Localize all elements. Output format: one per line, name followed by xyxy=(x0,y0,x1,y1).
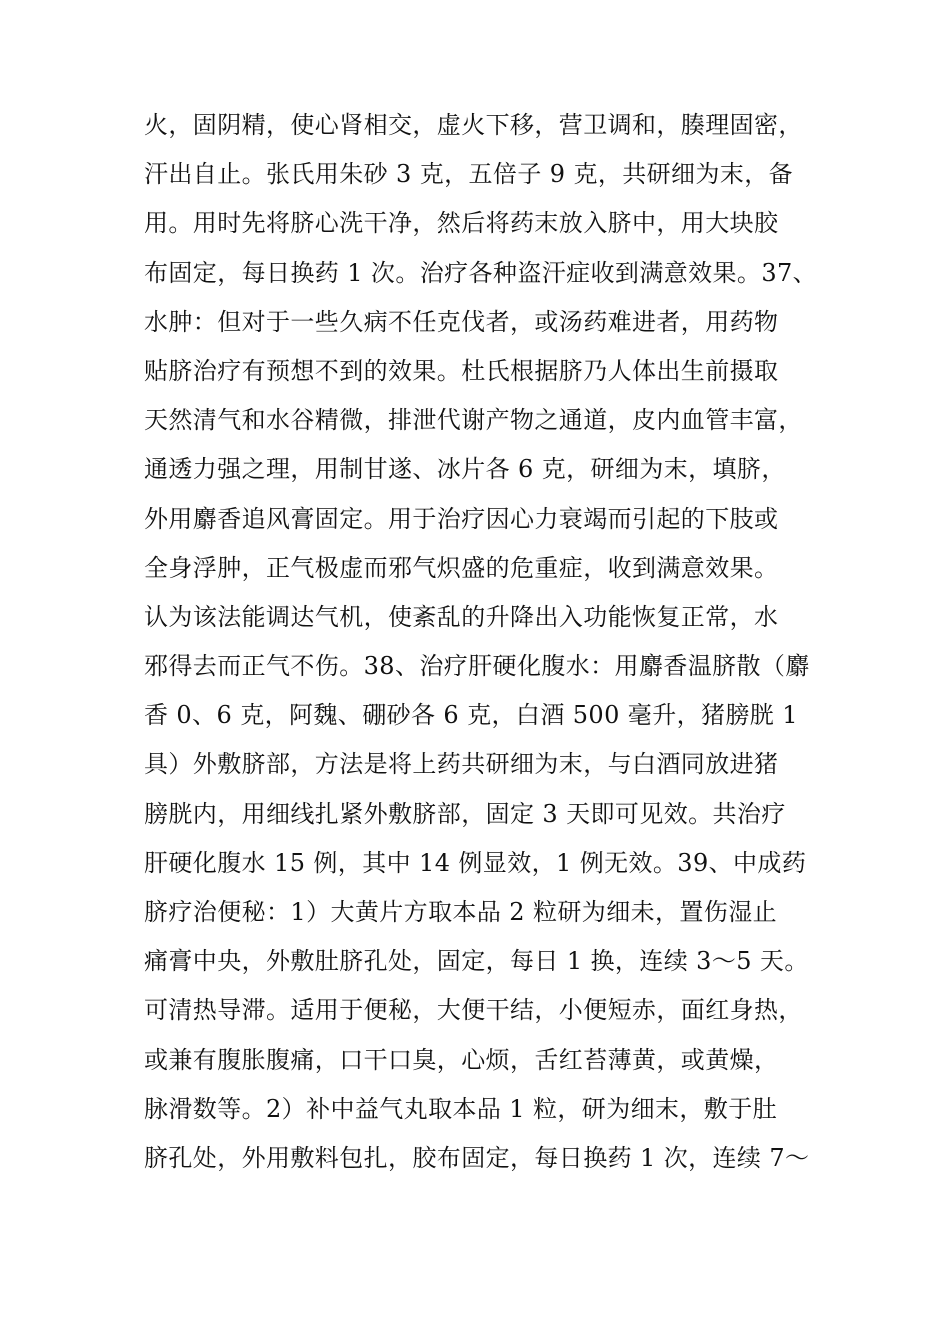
body-text xyxy=(144,101,824,1183)
text-line: 认为该法能调达气机，使紊乱的升降出入功能恢复正常，水 xyxy=(144,602,779,631)
text-line: 香 0、6 克，阿魏、硼砂各 6 克，白酒 500 毫升，猪膀胱 1 xyxy=(144,701,798,730)
text-line: 肝硬化腹水 15 例，其中 14 例显效，1 例无效。39、中成药 xyxy=(144,848,807,877)
text-line: 邪得去而正气不伤。38、治疗肝硬化腹水：用麝香温脐散（麝 xyxy=(144,652,810,681)
text-line: 痛膏中央，外敷肚脐孔处，固定，每日 1 换，连续 3～5 天。 xyxy=(144,947,809,976)
text-line: 水肿：但对于一些久病不任克伐者，或汤药难进者，用药物 xyxy=(144,307,779,336)
text-line: 或兼有腹胀腹痛，口干口臭，心烦，舌红苔薄黄，或黄燥， xyxy=(144,1045,779,1074)
text-line: 脐孔处，外用敷料包扎，胶布固定，每日换药 1 次，连续 7～ xyxy=(144,1143,810,1172)
text-line: 天然清气和水谷精微，排泄代谢产物之通道，皮内血管丰富， xyxy=(144,406,803,435)
text-line: 脉滑数等。2）补中益气丸取本品 1 粒，研为细末，敷于肚 xyxy=(144,1094,777,1123)
text-line: 火，固阴精，使心肾相交，虚火下移，营卫调和，腠理固密， xyxy=(144,111,803,139)
text-line: 可清热导滞。适用于便秘，大便干结，小便短赤，面红身热， xyxy=(144,996,803,1025)
text-line: 贴脐治疗有预想不到的效果。杜氏根据脐乃人体出生前摄取 xyxy=(144,356,779,385)
text-line: 通透力强之理，用制甘遂、冰片各 6 克，研细为末，填脐， xyxy=(144,455,786,484)
text-line: 脐疗治便秘：1）大黄片方取本品 2 粒研为细未，置伤湿止 xyxy=(144,898,777,926)
text-line: 汗出自止。张氏用朱砂 3 克，五倍子 9 克，共研细为末，备 xyxy=(144,160,794,189)
text-line: 布固定，每日换药 1 次。治疗各种盗汗症收到满意效果。37、 xyxy=(144,258,818,287)
text-line: 膀胱内，用细线扎紧外敷脐部，固定 3 天即可见效。共治疗 xyxy=(144,799,786,828)
text-line: 具）外敷脐部，方法是将上药共研细为末，与白酒同放进猪 xyxy=(144,750,779,779)
text-line: 全身浮肿，正气极虚而邪气炽盛的危重症，收到满意效果。 xyxy=(144,553,779,582)
text-line: 用。用时先将脐心洗干净，然后将药末放入脐中，用大块胶 xyxy=(144,209,779,238)
text-line: 外用麝香追风膏固定。用于治疗因心力衰竭而引起的下肢或 xyxy=(144,504,779,533)
